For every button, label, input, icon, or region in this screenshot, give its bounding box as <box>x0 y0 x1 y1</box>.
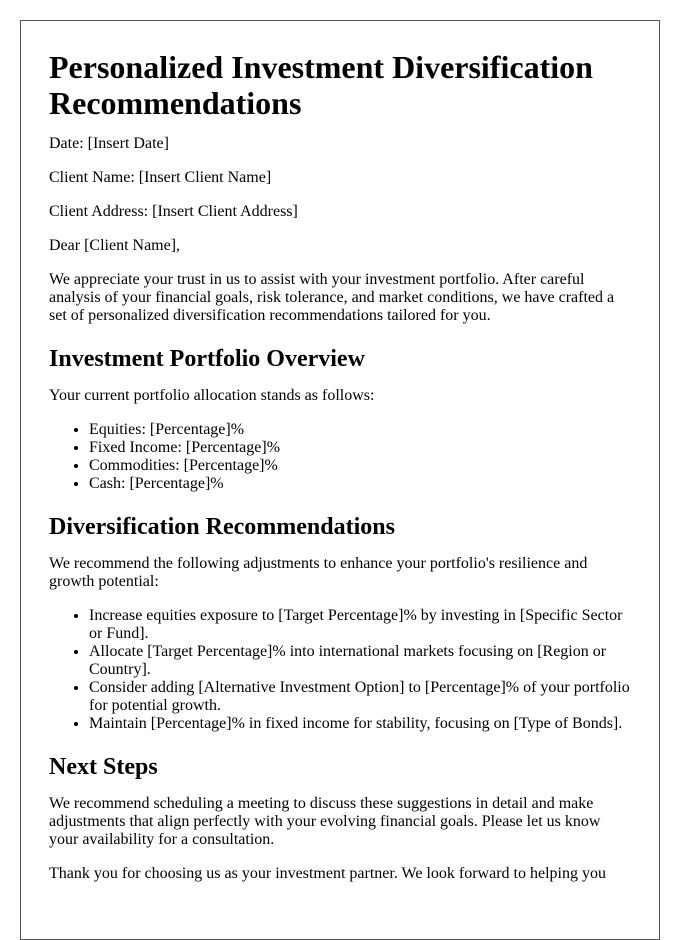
list-item: • Increase equities exposure to [Target Percentage]% by investing in [Specific Sector or Fund]. <box>89 607 631 643</box>
next-steps-heading: Next Steps <box>49 754 158 780</box>
allocation-list <box>49 421 631 493</box>
closing-paragraph: Thank you for choosing us as your investment partner. We look forward to helping you <box>49 865 606 882</box>
list-item: • Allocate [Target Percentage]% into international markets focusing on [Region or Country]. <box>89 643 631 679</box>
list-item: • Maintain [Percentage]% in fixed income for stability, focusing on [Type of Bonds]. <box>89 715 631 733</box>
intro-paragraph: We appreciate your trust in us to assist with your investment portfolio. After careful analysis of your financial goals, risk tolerance, and market conditions, we have crafted a set of personalized diversification recommendations tailored for you. <box>49 271 615 324</box>
date-line: Date: [Insert Date] <box>49 135 169 152</box>
list-item: • Cash: [Percentage]% <box>89 475 631 493</box>
letter-title: Personalized Investment Diversification Recommendations <box>49 49 593 121</box>
list-item: • Fixed Income: [Percentage]% <box>89 439 631 457</box>
client-name-line: Client Name: [Insert Client Name] <box>49 169 272 186</box>
letter-page <box>20 20 660 940</box>
client-address-line: Client Address: [Insert Client Address] <box>49 203 298 220</box>
list-item: • Equities: [Percentage]% <box>89 421 631 439</box>
overview-heading: Investment Portfolio Overview <box>49 346 365 372</box>
salutation: Dear [Client Name], <box>49 237 181 254</box>
next-steps-body: We recommend scheduling a meeting to discuss these suggestions in detail and make adjustments that align perfectly with your evolving financial goals. Please let us know your availability for a consultation. <box>49 795 601 848</box>
recommendations-intro: We recommend the following adjustments to enhance your portfolio's resilience and growth potential: <box>49 555 588 590</box>
recommendations-heading: Diversification Recommendations <box>49 514 395 540</box>
list-item: • Consider adding [Alternative Investment Option] to [Percentage]% of your portfolio for potential growth. <box>89 679 631 715</box>
recommendations-list <box>49 607 631 733</box>
list-item: • Commodities: [Percentage]% <box>89 457 631 475</box>
overview-intro: Your current portfolio allocation stands as follows: <box>49 387 375 404</box>
